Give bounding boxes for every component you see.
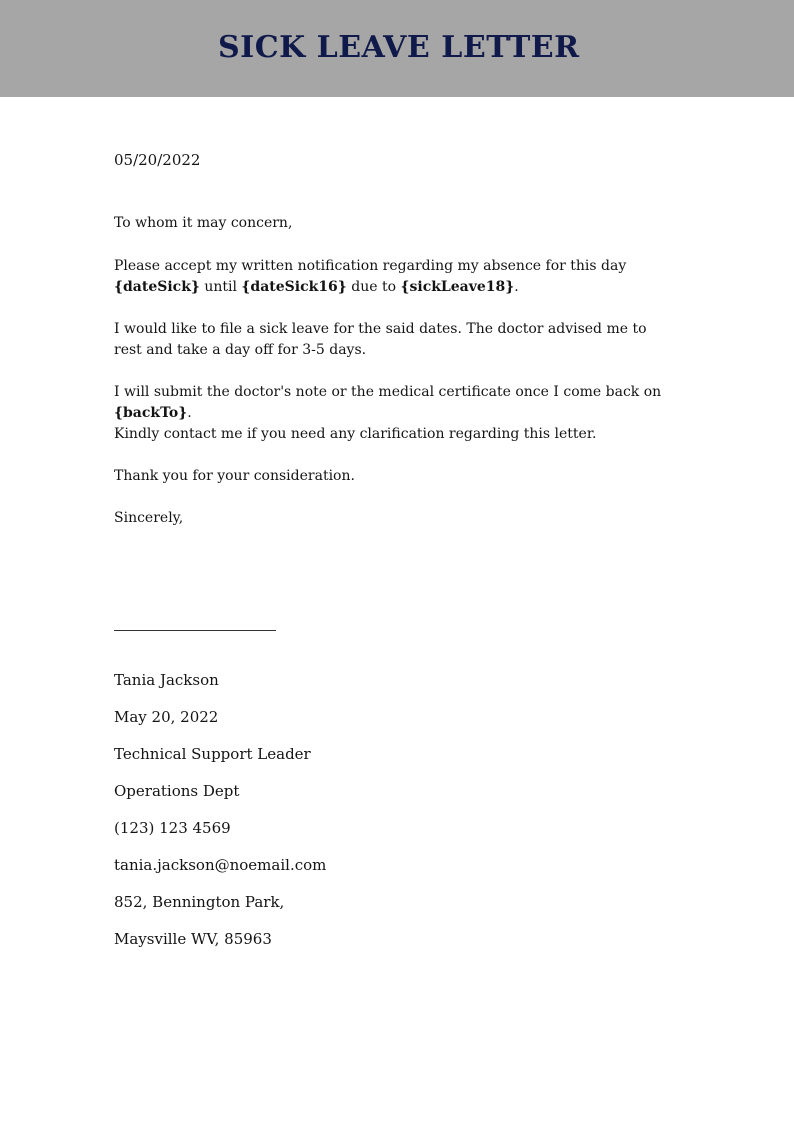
signer-phone: (123) 123 4569 (114, 819, 231, 837)
paragraph-contact: Kindly contact me if you need any clarification regarding this letter. (114, 426, 597, 442)
paragraph-text: Please accept my written notification regarding my absence for this day (114, 258, 627, 274)
paragraph-text: . (187, 405, 192, 421)
paragraph-absence-notice (114, 256, 674, 298)
paragraph-text: due to (346, 279, 401, 295)
paragraph-text: until (199, 279, 242, 295)
signer-name: Tania Jackson (114, 671, 219, 689)
salutation: To whom it may concern, (114, 215, 293, 231)
placeholder-date-sick16: {dateSick16} (241, 279, 347, 295)
document-title: SICK LEAVE LETTER (218, 30, 580, 65)
signer-department: Operations Dept (114, 782, 240, 800)
signer-address-line1: 852, Bennington Park, (114, 893, 285, 911)
paragraph-doctors-note (114, 382, 674, 424)
closing: Sincerely, (114, 510, 184, 526)
paragraph-thanks: Thank you for your consideration. (114, 468, 355, 484)
signer-address-line2: Maysville WV, 85963 (114, 930, 272, 948)
signature-date: May 20, 2022 (114, 708, 219, 726)
placeholder-sick-leave18: {sickLeave18} (400, 279, 515, 295)
placeholder-date-sick: {dateSick} (114, 279, 200, 295)
placeholder-back-to: {backTo} (114, 405, 188, 421)
signature-line (114, 630, 276, 631)
signer-position: Technical Support Leader (114, 745, 311, 763)
paragraph-text: I will submit the doctor's note or the medical certificate once I come back on (114, 384, 662, 400)
paragraph-text: . (514, 279, 519, 295)
header-band (0, 0, 794, 97)
paragraph-sick-leave-request: I would like to file a sick leave for the said dates. The doctor advised me to rest and take a day off for 3-5 days. (114, 321, 647, 358)
signer-email: tania.jackson@noemail.com (114, 856, 327, 874)
letter-date: 05/20/2022 (114, 151, 201, 169)
